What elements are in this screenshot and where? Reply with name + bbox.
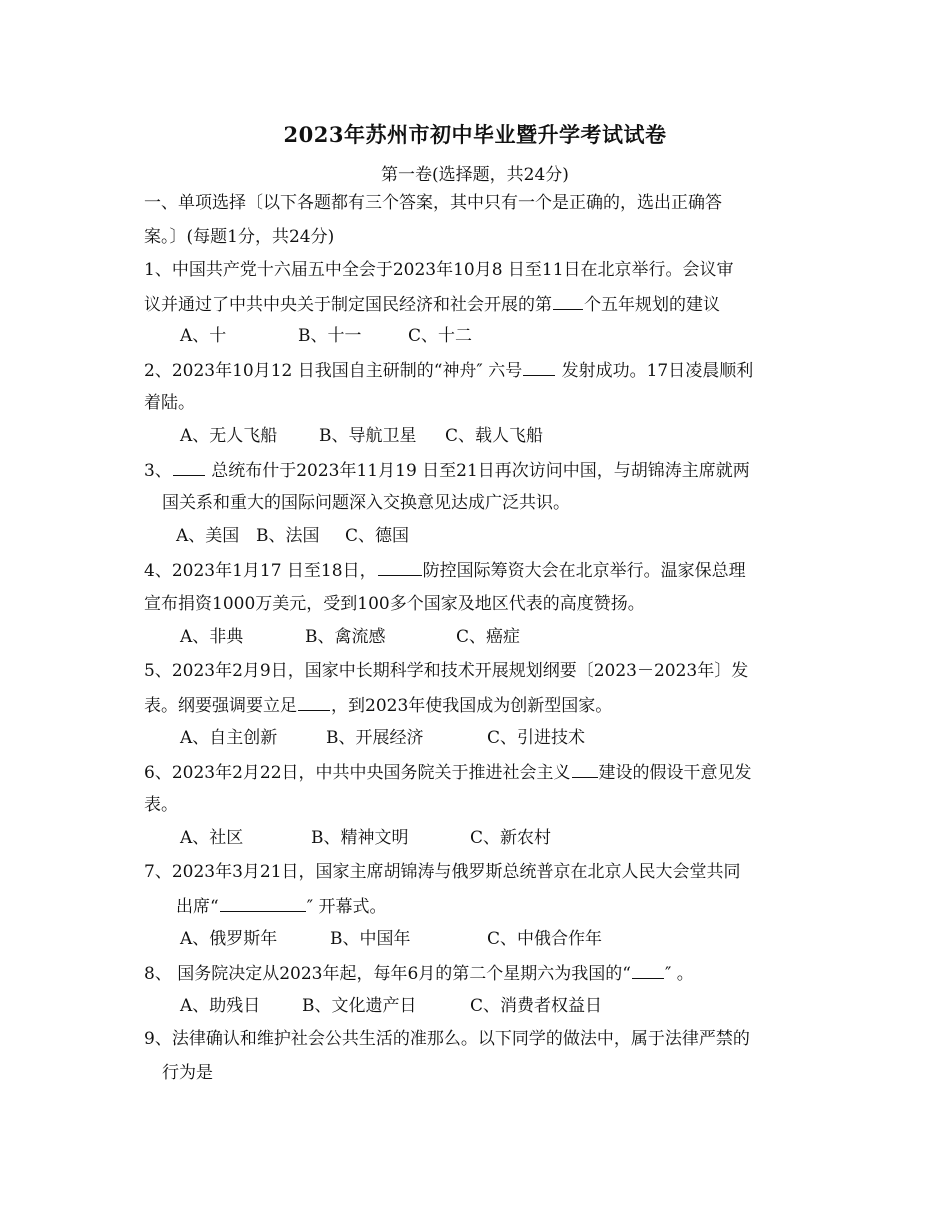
question-2-text-a: 2、2023年10月12 日我国自主研制的“神舟″ 六号 — [144, 361, 523, 381]
answer-blank — [632, 961, 664, 979]
question-7-option-a: A、俄罗斯年 — [180, 929, 278, 949]
answer-blank — [572, 760, 598, 778]
question-4-text-a: 4、2023年1月17 日至18日， — [144, 561, 377, 581]
question-1-option-a: A、十 — [180, 326, 227, 346]
question-6-line2: 表。 — [144, 795, 178, 815]
question-5-line2 — [144, 693, 612, 718]
answer-blank — [173, 458, 205, 476]
question-9-line1: 9、法律确认和维护社会公共生活的准那么。以下同学的做法中，属于法律严禁的 — [144, 1029, 750, 1049]
question-2-option-b: B、导航卫星 — [319, 426, 417, 446]
question-1-option-c: C、十二 — [408, 326, 473, 346]
answer-blank — [378, 558, 422, 576]
question-5-option-a: A、自主创新 — [180, 728, 278, 748]
question-3-line1 — [144, 458, 750, 483]
question-9-line2: 行为是 — [162, 1063, 213, 1083]
section-heading-line1: 一、单项选择〔以下各题都有三个答案，其中只有一个是正确的，选出正确答 — [144, 193, 722, 213]
question-3-option-a: A、美国 — [176, 526, 240, 546]
question-8-text-a: 8、 国务院决定从2023年起，每年6月的第二个星期六为我国的“ — [144, 964, 631, 984]
question-5-option-c: C、引进技术 — [487, 728, 586, 748]
question-5-line1: 5、2023年2月9日，国家中长期科学和技术开展规划纲要〔2023－2023年〕发 — [144, 661, 749, 681]
question-7-option-b: B、中国年 — [330, 929, 411, 949]
question-3-text-a: 3、 — [144, 461, 172, 481]
section-heading-line2: 案。〕(每题1分，共24分) — [144, 227, 335, 247]
question-4-line2: 宣布捐资1000万美元，受到100多个国家及地区代表的高度赞扬。 — [144, 594, 645, 614]
question-3-line2: 国关系和重大的国际问题深入交换意见达成广泛共识。 — [162, 493, 570, 513]
page-subtitle: 第一卷(选择题，共24分) — [381, 165, 569, 185]
question-1-line1: 1、中国共产党十六届五中全会于2023年10月8 日至11日在北京举行。会议审 — [144, 260, 734, 280]
question-7-text-a: 出席“ — [176, 897, 219, 917]
question-6-option-a: A、社区 — [180, 828, 244, 848]
question-1-option-b: B、十一 — [298, 326, 362, 346]
answer-blank — [523, 358, 555, 376]
page-title: 2023年苏州市初中毕业暨升学考试试卷 — [283, 122, 667, 147]
question-2-option-c: C、载人飞船 — [445, 426, 544, 446]
question-3-option-c: C、德国 — [345, 526, 410, 546]
question-7-line1: 7、2023年3月21日，国家主席胡锦涛与俄罗斯总统普京在北京人民大会堂共同 — [144, 862, 741, 882]
question-4-option-b: B、禽流感 — [305, 627, 386, 647]
question-8-line1 — [144, 961, 694, 986]
question-8-text-b: ″ 。 — [665, 964, 694, 984]
answer-blank — [220, 894, 306, 912]
question-4-option-a: A、非典 — [180, 627, 244, 647]
question-7-option-c: C、中俄合作年 — [487, 929, 603, 949]
question-5-option-b: B、开展经济 — [326, 728, 424, 748]
question-5-text-b: ，到2023年使我国成为创新型国家。 — [331, 696, 613, 716]
question-3-option-b: B、法国 — [256, 526, 320, 546]
question-1-text-a: 议并通过了中共中央关于制定国民经济和社会开展的第 — [144, 295, 552, 315]
question-8-option-c: C、消费者权益日 — [470, 996, 603, 1016]
question-6-text-b: 建设的假设干意见发 — [598, 763, 752, 783]
question-4-text-b: 防控国际筹资大会在北京举行。温家保总理 — [422, 561, 746, 581]
answer-blank — [553, 292, 583, 310]
question-2-line2: 着陆。 — [144, 393, 195, 413]
question-2-option-a: A、无人飞船 — [180, 426, 278, 446]
question-3-text-b: 总统布什于2023年11月19 日至21日再次访问中国，与胡锦涛主席就两 — [205, 461, 750, 481]
question-7-line2 — [176, 894, 386, 919]
question-6-text-a: 6、2023年2月22日，中共中央国务院关于推进社会主义 — [144, 763, 571, 783]
question-6-option-c: C、新农村 — [470, 828, 552, 848]
question-1-line2 — [144, 292, 720, 317]
question-8-option-b: B、文化遗产日 — [302, 996, 417, 1016]
question-5-text-a: 表。纲要强调要立足 — [144, 696, 297, 716]
question-6-line1 — [144, 760, 752, 785]
question-2-line1 — [144, 358, 753, 383]
question-4-line1 — [144, 558, 746, 583]
question-6-option-b: B、精神文明 — [311, 828, 409, 848]
question-1-text-b: 个五年规划的建议 — [584, 295, 720, 315]
question-7-text-b: ″ 开幕式。 — [306, 897, 387, 917]
question-8-option-a: A、助残日 — [180, 996, 261, 1016]
question-4-option-c: C、癌症 — [456, 627, 521, 647]
answer-blank — [298, 693, 330, 711]
question-2-text-b: 发射成功。17日凌晨顺利 — [556, 361, 754, 381]
